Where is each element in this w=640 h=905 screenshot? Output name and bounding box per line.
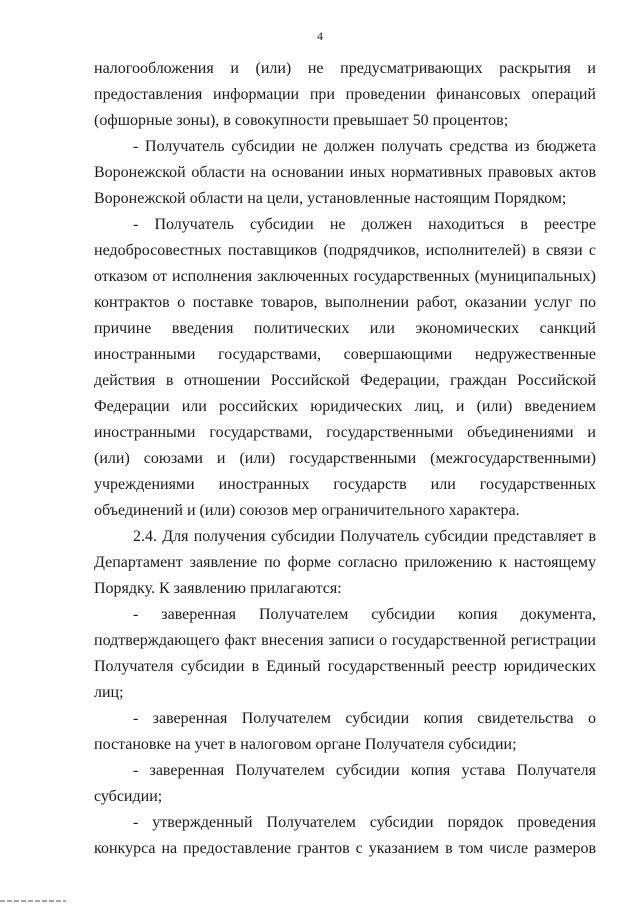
scan-edge-mark [0, 900, 66, 902]
list-item-tax-certificate-copy: - заверенная Получателем субсидии копия свидетельства о постановке на учет в налоговом органе Получателя субсидии; [94, 710, 596, 753]
list-item-no-budget-funds: - Получатель субсидии не должен получать средства из бюджета Воронежской области на основании иных нормативных правовых актов Воронежской области на цели, установленные настоящим Порядком; [94, 138, 596, 207]
paragraph-offshore-continuation: налогообложения и (или) не предусматривающих раскрытия и предоставления информации при проведении финансовых операций (офшорные зоны), в совокупности превышает 50 процентов; [94, 60, 596, 129]
page-number: 4 [317, 29, 323, 43]
paragraph-section-2-4: 2.4. Для получения субсидии Получатель субсидии представляет в Департамент заявление по форме согласно приложению к настоящему Порядку. К заявлению прилагаются: [94, 528, 596, 597]
list-item-registration-copy: - заверенная Получателем субсидии копия документа, подтверждающего факт внесения записи о государственной регистрации Получателя субсидии в Единый государственный реестр юридических лиц; [94, 606, 596, 701]
list-item-grant-contest-procedure: - утвержденный Получателем субсидии порядок проведения конкурса на предоставление грантов с указанием в том числе размеров [94, 814, 596, 857]
list-item-charter-copy: - заверенная Получателем субсидии копия устава Получателя субсидии; [94, 762, 596, 805]
document-body [94, 56, 596, 862]
list-item-not-in-registry: - Получатель субсидии не должен находиться в реестре недобросовестных поставщиков (подрядчиков, исполнителей) в связи с отказом от исполнения заключенных государственных (муниципальных) контрактов о поставке товаров, выполнении работ, оказании услуг по причине введения политических или экономических санкций иностранными государствами, совершающими недружественные действия в отношении Российской Федерации, граждан Российской Федерации или российских юридических лиц, и (или) введением иностранными государствами, государственными объединениями и (или) союзами и (или) государственными (межгосударственными) учреждениями иностранных государств или государственных объединений и (или) союзов мер ограничительного характера. [94, 216, 596, 519]
